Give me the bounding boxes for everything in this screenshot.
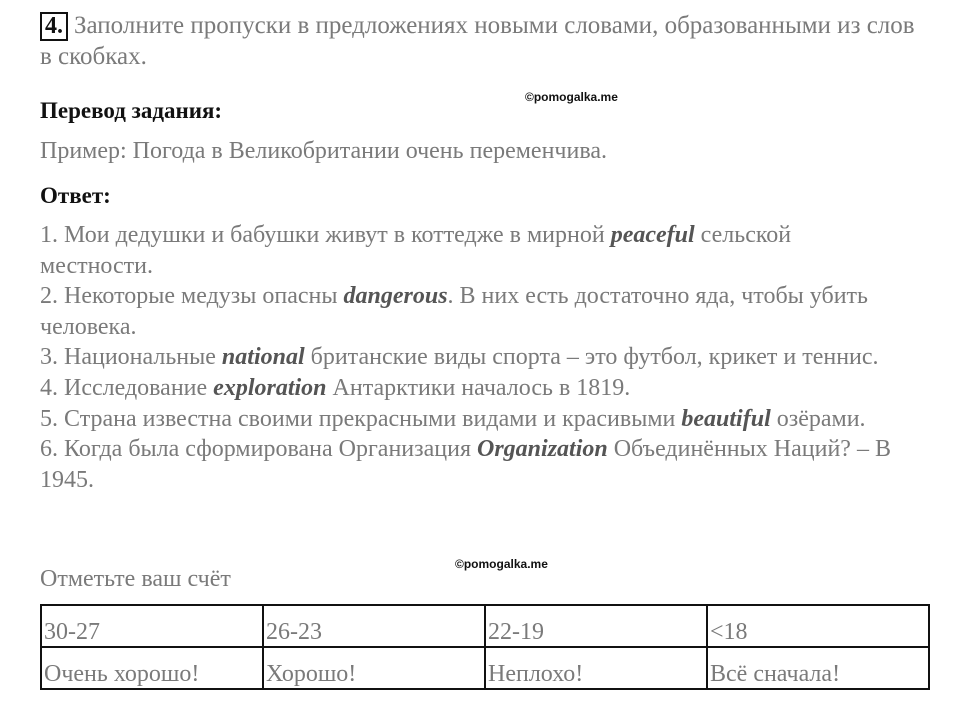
score-range-row xyxy=(41,605,929,647)
answer-item: 3. Национальные national британские виды спорта – это футбол, крикет и теннис. xyxy=(40,344,879,371)
example-sentence: Пример: Погода в Великобритании очень переменчива. xyxy=(40,138,608,164)
answer-item: 5. Страна известна своими прекрасными видами и красивыми beautiful озёрами. xyxy=(40,405,866,432)
worksheet-page xyxy=(40,10,930,687)
score-range-cell: <18 xyxy=(707,605,929,647)
score-label: Отметьте ваш счёт xyxy=(40,566,231,592)
task-text: Заполните пропуски в предложениях новыми словами, образованными из слов в скобках. xyxy=(40,12,915,70)
task-instruction xyxy=(40,10,930,72)
task-number: 4. xyxy=(40,12,68,41)
score-rating-cell: Неплохо! xyxy=(485,647,707,689)
answer-list xyxy=(40,220,910,495)
score-range-cell: 22-19 xyxy=(485,605,707,647)
score-rating-cell: Всё сначала! xyxy=(707,647,929,689)
score-range-cell: 26-23 xyxy=(263,605,485,647)
answer-item: 4. Исследование exploration Антарктики началось в 1819. xyxy=(40,374,631,401)
score-rating-row xyxy=(41,647,929,689)
answer-keyword: national xyxy=(221,344,305,371)
answer-heading: Ответ: xyxy=(40,183,111,208)
score-table xyxy=(40,604,930,690)
score-range-cell: 30-27 xyxy=(41,605,263,647)
answer-item: 6. Когда была сформирована Организация Organization Объединённых Наций? – В 1945. xyxy=(40,436,891,493)
score-rating-cell: Очень хорошо! xyxy=(41,647,263,689)
answer-keyword: exploration xyxy=(213,374,327,401)
score-rating-cell: Хорошо! xyxy=(263,647,485,689)
watermark: ©pomogalka.me xyxy=(525,90,618,104)
answer-keyword: peaceful xyxy=(610,222,695,248)
answer-keyword: beautiful xyxy=(681,405,771,432)
answer-item: 2. Некоторые медузы опасны dangerous. В них есть достаточно яда, чтобы убить человека. xyxy=(40,283,868,340)
translation-heading: Перевод задания: xyxy=(40,98,223,123)
watermark: ©pomogalka.me xyxy=(455,557,548,571)
answer-keyword: Organization xyxy=(477,436,608,463)
answer-item: 1. Мои дедушки и бабушки живут в коттедже в мирной peaceful сельской местности. xyxy=(40,222,792,279)
answer-keyword: dangerous xyxy=(343,283,448,310)
